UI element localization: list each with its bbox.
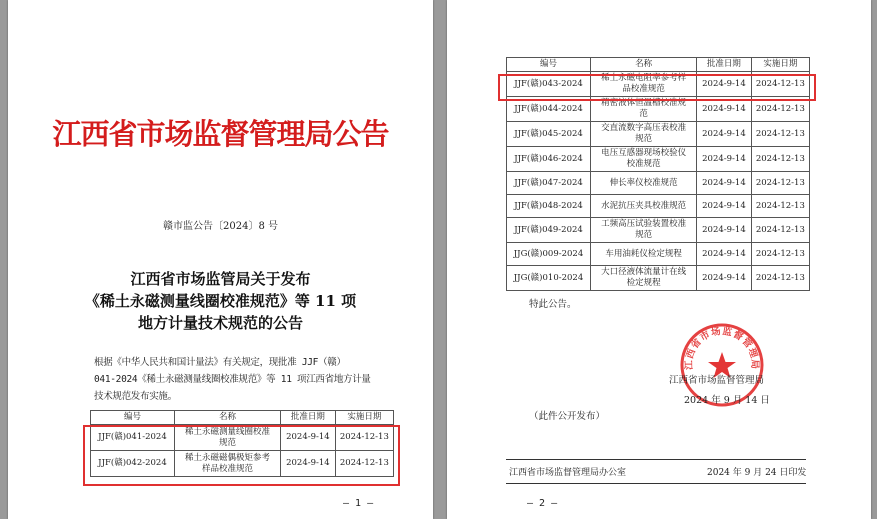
cell-code: JJF(赣)048-2024 [507,195,591,218]
footer-print-date: 2024 年 9 月 24 日印发 [707,468,807,478]
cell-approve: 2024-9-14 [697,122,752,147]
cell-name: 车用油耗仪检定规程 [591,243,697,266]
cell-code: JJF(赣)046-2024 [507,147,591,172]
cell-approve: 2024-9-14 [697,218,752,243]
table-row [507,72,810,97]
header-name: 名称 [174,411,280,425]
header-approve: 批准日期 [281,411,336,425]
cell-code: JJG(赣)010-2024 [507,266,591,291]
table-row [91,425,394,451]
body-line: 041-2024《稀土永磁测量线圈校准规范》等 11 项江西省地方计量 [94,374,371,385]
cell-effective: 2024-12-13 [751,243,809,266]
document-page-2 [447,0,871,519]
cell-code: JJF(赣)044-2024 [507,97,591,122]
header-code: 编号 [91,411,175,425]
title-line: 《稀土永磁测量线圈校准规范》等 11 项 [84,292,357,310]
cell-approve: 2024-9-14 [697,72,752,97]
spec-table-1 [90,410,394,477]
cell-code: JJF(赣)041-2024 [91,425,175,451]
cell-effective: 2024-12-13 [751,172,809,195]
cell-effective: 2024-12-13 [751,195,809,218]
cell-effective: 2024-12-13 [751,218,809,243]
cell-name: 大口径液体流量计在线 检定规程 [591,266,697,291]
footer-divider [506,483,806,484]
cell-code: JJF(赣)047-2024 [507,172,591,195]
public-note: （此件公开发布） [529,411,606,422]
cell-name: 稀土永磁磁偶极矩参考 样品校准规范 [174,451,280,477]
red-header-title: 江西省市场监督管理局公告 [52,117,389,151]
cell-name: 水泥抗压夹具校准规范 [591,195,697,218]
table-header-row [91,411,394,425]
table-row [507,243,810,266]
cell-effective: 2024-12-13 [751,266,809,291]
header-effective: 实施日期 [335,411,393,425]
cell-approve: 2024-9-14 [697,147,752,172]
body-line: 根据《中华人民共和国计量法》有关规定，现批准 JJF（赣） [94,357,346,368]
title-line: 江西省市场监管局关于发布 [130,270,311,288]
cell-approve: 2024-9-14 [697,243,752,266]
table-row [507,97,810,122]
cell-effective: 2024-12-13 [335,425,393,451]
cell-name: 交直流数字高压表校准 规范 [591,122,697,147]
cell-name: 稀土永磁电阻率参考样 品校准规范 [591,72,697,97]
cell-code: JJF(赣)042-2024 [91,451,175,477]
cell-approve: 2024-9-14 [697,266,752,291]
table-row [507,266,810,291]
body-line: 技术规范发布实施。 [94,391,177,402]
cell-effective: 2024-12-13 [751,147,809,172]
seal-text: 江西省市场监督管理局 [683,325,761,371]
page-number: — 1 — [343,498,374,509]
cell-name: 电压互感器现场校验仪 校准规范 [591,147,697,172]
document-page-1 [8,0,433,519]
cell-effective: 2024-12-13 [751,72,809,97]
cell-code: JJF(赣)045-2024 [507,122,591,147]
footer-office: 江西省市场监督管理局办公室 [509,468,627,478]
table-row [507,147,810,172]
cell-code: JJF(赣)043-2024 [507,72,591,97]
footer-divider [506,459,806,460]
announcement-title [8,268,433,334]
cell-name: 工频高压试验装置校准 规范 [591,218,697,243]
cell-approve: 2024-9-14 [697,97,752,122]
table-row [507,195,810,218]
issuer-name: 江西省市场监督管理局 [669,375,765,386]
cell-approve: 2024-9-14 [697,195,752,218]
table-header-row [507,58,810,72]
table-row [507,122,810,147]
document-number: 赣市监公告〔2024〕8 号 [163,221,278,232]
cell-approve: 2024-9-14 [281,451,336,477]
header-code: 编号 [507,58,591,72]
table-row [507,172,810,195]
cell-approve: 2024-9-14 [281,425,336,451]
title-line: 地方计量技术规范的公告 [137,314,303,332]
issue-date: 2024 年 9 月 14 日 [684,395,770,406]
cell-name: 稀土永磁测量线圈校准 规范 [174,425,280,451]
page-number: — 2 — [527,498,558,509]
cell-code: JJF(赣)049-2024 [507,218,591,243]
spec-table-2 [506,57,810,291]
cell-name: 精密液体恒温槽校准规 范 [591,97,697,122]
cell-effective: 2024-12-13 [335,451,393,477]
table-row [507,218,810,243]
closing-text: 特此公告。 [529,299,577,310]
cell-approve: 2024-9-14 [697,172,752,195]
table-row [91,451,394,477]
cell-code: JJG(赣)009-2024 [507,243,591,266]
cell-name: 伸长率仪校准规范 [591,172,697,195]
header-approve: 批准日期 [697,58,752,72]
cell-effective: 2024-12-13 [751,97,809,122]
cell-effective: 2024-12-13 [751,122,809,147]
header-name: 名称 [591,58,697,72]
header-effective: 实施日期 [751,58,809,72]
body-paragraph [94,354,394,405]
